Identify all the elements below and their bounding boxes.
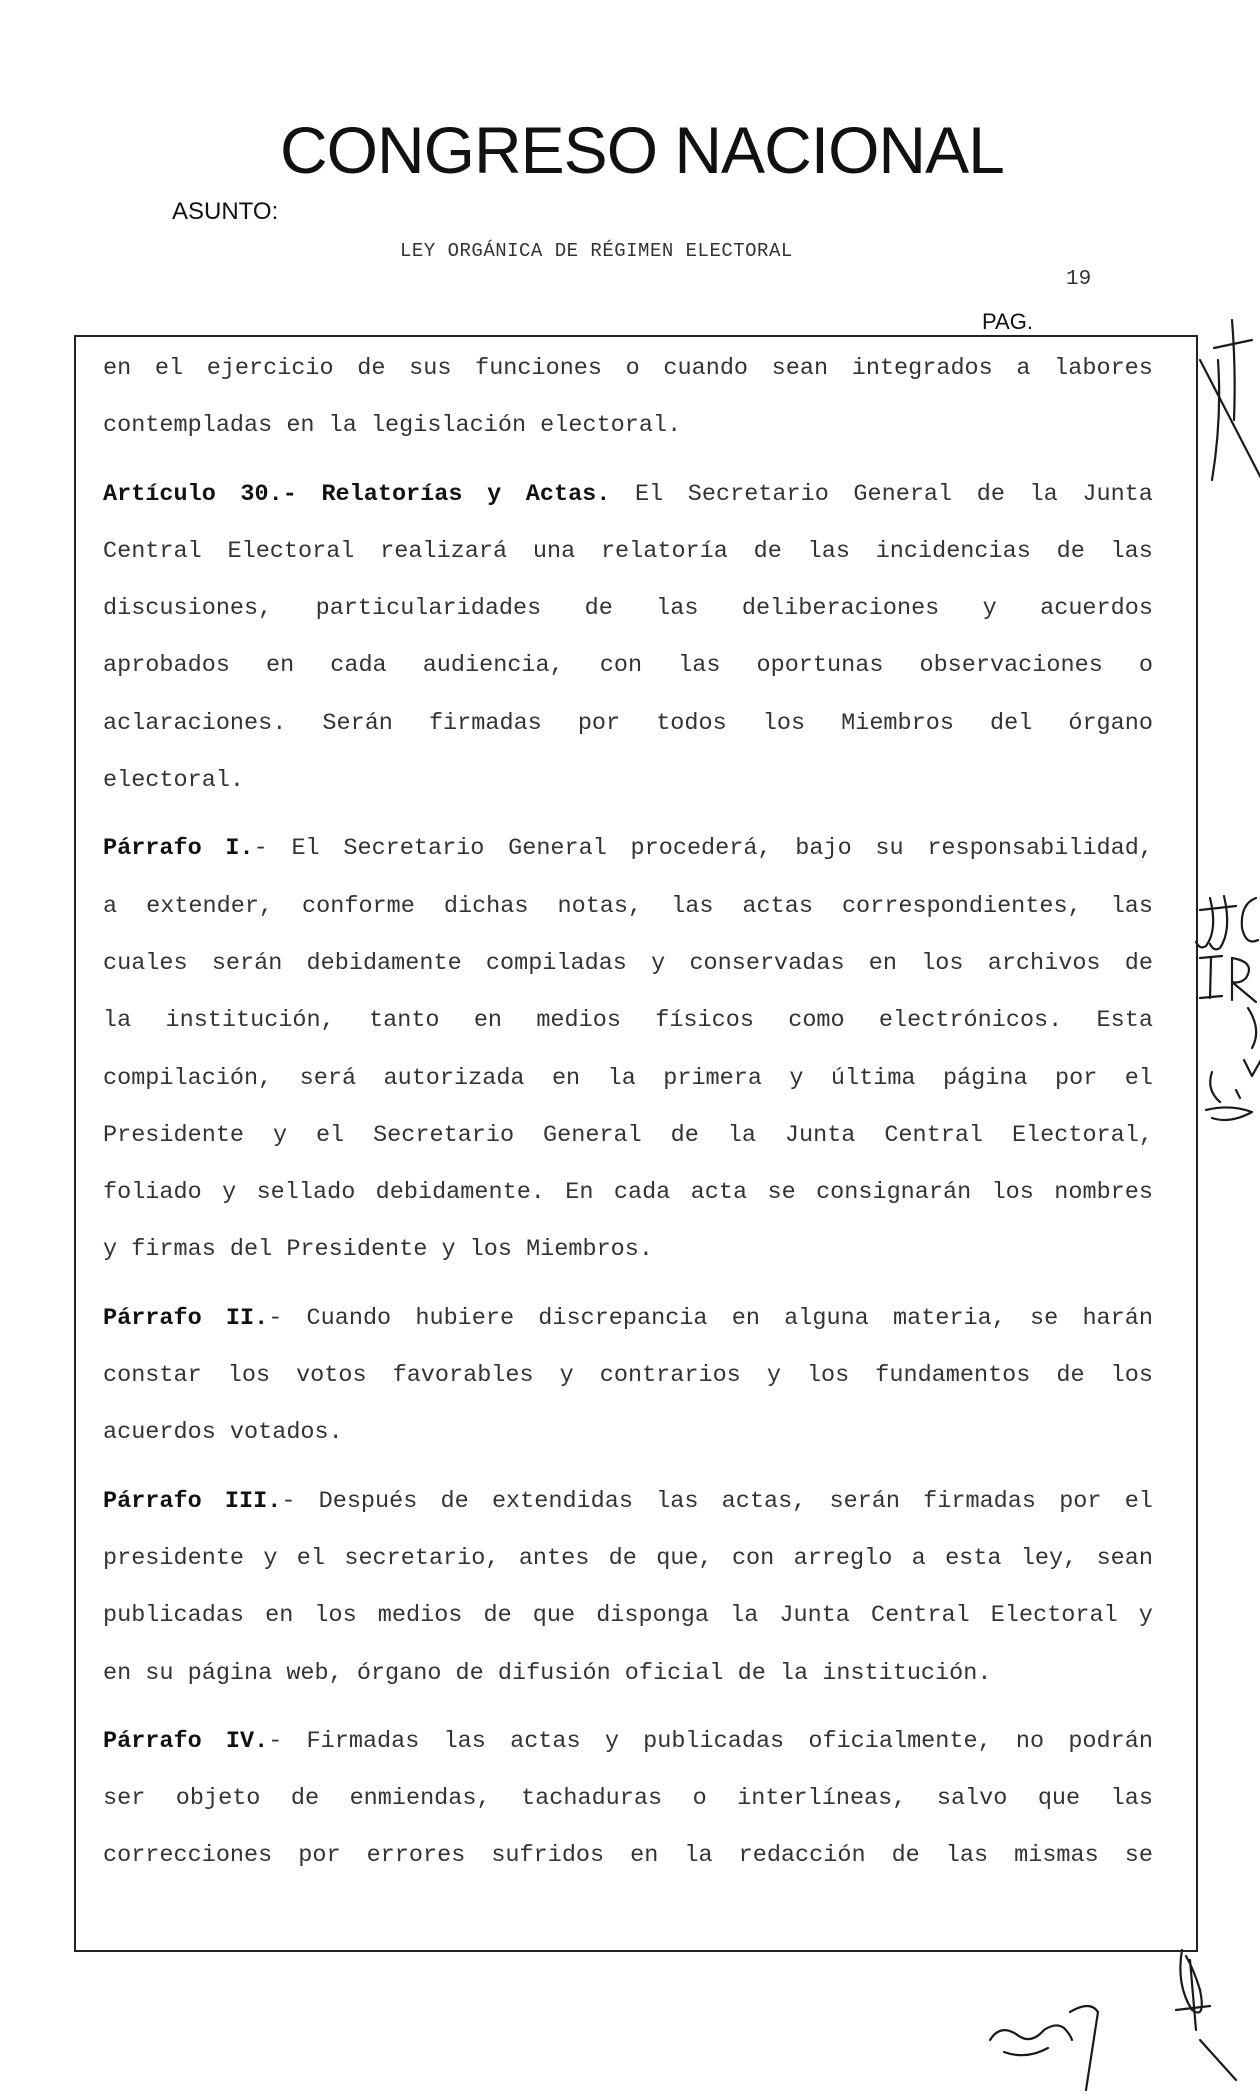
word: con	[599, 652, 643, 680]
word: Párrafo	[103, 1304, 202, 1332]
word: que,	[656, 1544, 713, 1572]
text-line: contempladas en la legislación electoral.	[103, 412, 682, 440]
text-line	[103, 523, 1153, 580]
article-heading-line	[103, 466, 1153, 523]
margin-initials-ir	[1200, 956, 1256, 1002]
word: de	[483, 1602, 512, 1630]
word: deliberaciones	[741, 595, 940, 623]
word: y	[559, 1362, 574, 1390]
word: primera	[663, 1064, 762, 1092]
text-line	[103, 580, 1153, 637]
word: será	[299, 1064, 357, 1092]
word: de	[440, 1487, 469, 1515]
word: Artículo	[103, 480, 216, 508]
bottom-corner-mark	[1176, 1950, 1236, 2080]
word: hubiere	[415, 1304, 515, 1332]
word: tanto	[369, 1007, 440, 1035]
word: y	[487, 480, 502, 508]
word: en	[551, 1064, 581, 1092]
word: alguna	[784, 1304, 869, 1332]
corner-signature-mark	[1200, 320, 1260, 480]
word: y	[982, 595, 997, 623]
word: presidente	[103, 1544, 245, 1572]
word: y	[651, 949, 666, 977]
word: incidencias	[875, 537, 1031, 565]
word: Junta	[779, 1602, 850, 1630]
word: archivos	[987, 949, 1101, 977]
text-line	[103, 878, 1153, 935]
word: interlíneas,	[737, 1785, 907, 1813]
word: y	[272, 1121, 288, 1149]
word: todos	[656, 709, 727, 737]
word: de	[357, 355, 386, 382]
word: discrepancia	[538, 1304, 708, 1332]
word: correspondientes,	[841, 892, 1082, 920]
word: El	[634, 480, 664, 508]
word: de	[891, 1842, 920, 1870]
word: Relatorías	[321, 480, 463, 508]
word: actas	[742, 892, 813, 920]
word: Electoral,	[1011, 1121, 1153, 1149]
word: responsabilidad,	[927, 835, 1153, 863]
word: observaciones	[919, 652, 1103, 680]
word: General	[508, 835, 607, 863]
word: de	[584, 595, 613, 623]
word: Miembros	[841, 709, 954, 737]
text-line: acuerdos votados.	[103, 1419, 343, 1447]
word: compilación,	[103, 1064, 273, 1092]
word: Secretario	[373, 1121, 515, 1149]
word: por	[1059, 1487, 1102, 1515]
word: no	[1015, 1727, 1045, 1755]
word: cada	[330, 652, 387, 680]
word: Serán	[322, 709, 393, 737]
word: las	[443, 1727, 486, 1755]
word: oficialmente,	[808, 1727, 992, 1755]
word: II.-	[225, 1304, 283, 1332]
word: debidamente	[306, 949, 462, 977]
word: por	[298, 1842, 341, 1870]
word: la	[727, 1121, 756, 1149]
word: Central	[103, 537, 202, 565]
word: la	[684, 1842, 713, 1870]
word: debidamente.	[375, 1179, 545, 1207]
word: que	[532, 1602, 576, 1630]
word: El	[291, 835, 320, 863]
word: sean	[771, 355, 829, 382]
word: de	[670, 1121, 699, 1149]
word: sus	[409, 355, 452, 382]
word: bajo	[795, 835, 852, 863]
word: notas,	[557, 892, 643, 920]
word: se	[767, 1179, 796, 1207]
word: conforme	[302, 892, 415, 920]
word: de	[608, 1544, 637, 1572]
text-line	[103, 992, 1153, 1049]
text-line	[103, 637, 1153, 694]
word: a	[103, 892, 118, 920]
word: enmiendas,	[349, 1785, 491, 1813]
word: redacción	[738, 1842, 866, 1870]
word: serán	[829, 1487, 900, 1515]
word: los	[1110, 1362, 1153, 1390]
word: en	[103, 355, 132, 382]
word: como	[788, 1007, 845, 1035]
word: Párrafo	[103, 1487, 202, 1515]
text-line	[103, 935, 1153, 992]
word: electrónicos.	[878, 1007, 1063, 1035]
word: institución,	[165, 1007, 335, 1035]
word: de	[1124, 949, 1153, 977]
word: serán	[211, 949, 283, 977]
word: I.-	[225, 835, 268, 863]
word: ser	[103, 1785, 146, 1813]
word: o	[625, 355, 640, 382]
word: Actas.	[525, 480, 611, 508]
paragraph-heading-line	[103, 820, 1153, 877]
word: realizará	[380, 537, 508, 565]
word: y	[263, 1544, 278, 1572]
word: se	[1124, 1842, 1153, 1870]
word: el	[154, 355, 184, 382]
word: discusiones,	[103, 595, 273, 623]
word: de	[976, 480, 1005, 508]
word: Electoral	[227, 537, 355, 565]
text-line	[103, 1164, 1153, 1221]
word: funciones	[475, 355, 603, 382]
word: la	[607, 1064, 636, 1092]
word: publicadas	[103, 1602, 245, 1630]
word: votos	[296, 1362, 367, 1390]
word: Central	[870, 1602, 970, 1630]
word: III.-	[224, 1487, 296, 1515]
word: particularidades	[315, 595, 542, 623]
word: Presidente	[103, 1121, 245, 1149]
word: el	[1124, 1064, 1153, 1092]
word: correcciones	[103, 1842, 273, 1870]
word: conservadas	[689, 949, 845, 977]
word: tachaduras	[521, 1785, 663, 1813]
text-line	[103, 1770, 1153, 1827]
word: los	[762, 709, 806, 737]
word: las	[807, 537, 850, 565]
word: Secretario	[343, 835, 485, 863]
word: y	[766, 1362, 781, 1390]
document-subject: LEY ORGÁNICA DE RÉGIMEN ELECTORAL	[400, 240, 793, 262]
word: por	[1055, 1064, 1098, 1092]
word: las	[678, 652, 721, 680]
word: y	[1138, 1602, 1153, 1630]
word: sufridos	[491, 1842, 605, 1870]
word: la	[103, 1007, 132, 1035]
word: autorizada	[383, 1064, 525, 1092]
word: los	[227, 1362, 271, 1390]
word: en	[265, 1602, 294, 1630]
text-line: electoral.	[103, 767, 245, 795]
word: cuales	[103, 949, 188, 977]
word: o	[1138, 652, 1153, 680]
word: y	[604, 1727, 619, 1755]
margin-initials-mcv	[1206, 1008, 1260, 1120]
word: las	[1110, 1785, 1153, 1813]
text-line	[103, 1827, 1153, 1884]
word: IV.-	[225, 1727, 283, 1755]
word: de	[1056, 1362, 1085, 1390]
word: antes	[518, 1544, 590, 1572]
word: o	[692, 1785, 707, 1813]
word: relatoría	[600, 537, 728, 565]
text-line: en su página web, órgano de difusión oficial de la institución.	[103, 1659, 992, 1687]
asunto-label: ASUNTO:	[172, 198, 279, 225]
word: Junta	[1082, 480, 1153, 508]
word: el	[1124, 1487, 1153, 1515]
word: publicadas	[643, 1727, 785, 1755]
word: sellado	[256, 1179, 356, 1207]
word: a	[911, 1544, 926, 1572]
word: por	[577, 709, 621, 737]
word: en	[265, 652, 295, 680]
word: favorables	[392, 1362, 534, 1390]
word: fundamentos	[875, 1362, 1031, 1390]
word: firmadas	[428, 709, 542, 737]
word: y	[789, 1064, 804, 1092]
text-line	[103, 1530, 1153, 1587]
word: que	[1037, 1785, 1081, 1813]
word: firmadas	[923, 1487, 1036, 1515]
word: compiladas	[485, 949, 627, 977]
word: los	[806, 1362, 850, 1390]
text-line: y firmas del Presidente y los Miembros.	[103, 1236, 653, 1264]
page-number: 19	[1066, 268, 1092, 291]
word: Párrafo	[103, 1727, 202, 1755]
word: arreglo	[793, 1544, 893, 1572]
text-line	[103, 340, 1153, 397]
word: mismas	[1014, 1842, 1099, 1870]
word: objeto	[175, 1785, 261, 1813]
word: las	[1110, 537, 1153, 565]
word: nombres	[1054, 1179, 1153, 1207]
word: los	[991, 1179, 1034, 1207]
word: disponga	[596, 1602, 710, 1630]
text-line	[103, 695, 1153, 752]
word: del	[989, 709, 1033, 737]
word: podrán	[1068, 1727, 1153, 1755]
word: los	[921, 949, 964, 977]
document-body	[103, 340, 1153, 1885]
margin-initials-jjc	[1196, 896, 1258, 949]
page-title: CONGRESO NACIONAL	[280, 113, 1004, 187]
word: y	[222, 1179, 237, 1207]
word: las	[671, 892, 714, 920]
word: salvo	[936, 1785, 1008, 1813]
word: en	[473, 1007, 503, 1035]
word: las	[1110, 892, 1153, 920]
word: En	[565, 1179, 594, 1207]
word: secretario,	[344, 1544, 500, 1572]
word: físicos	[655, 1007, 754, 1035]
word: medios	[377, 1602, 463, 1630]
word: ley,	[1020, 1544, 1078, 1572]
word: última	[830, 1064, 916, 1092]
word: esta	[945, 1544, 1002, 1572]
word: dichas	[443, 892, 529, 920]
word: la	[1029, 480, 1058, 508]
word: Después	[318, 1487, 418, 1515]
word: labores	[1054, 355, 1153, 382]
text-line	[103, 1347, 1153, 1404]
word: aprobados	[103, 652, 230, 680]
word: Párrafo	[103, 835, 202, 863]
word: General	[853, 480, 953, 508]
word: audiencia,	[422, 652, 564, 680]
word: Central	[884, 1121, 984, 1149]
word: integrados	[851, 355, 993, 382]
word: el	[315, 1121, 345, 1149]
word: General	[543, 1121, 642, 1149]
word: procederá,	[630, 835, 772, 863]
word: actas	[510, 1727, 581, 1755]
word: con	[731, 1544, 775, 1572]
text-line	[103, 1050, 1153, 1107]
word: extender,	[146, 892, 274, 920]
word: cada	[613, 1179, 671, 1207]
word: de	[290, 1785, 320, 1813]
word: los	[314, 1602, 357, 1630]
word: Junta	[784, 1121, 856, 1149]
word: sean	[1096, 1544, 1153, 1572]
word: las	[656, 595, 699, 623]
word: Secretario	[687, 480, 829, 508]
word: 30.-	[240, 480, 297, 508]
word: a	[1016, 355, 1031, 382]
word: el	[296, 1544, 326, 1572]
word: se	[1030, 1304, 1059, 1332]
word: aclaraciones.	[103, 709, 287, 737]
word: su	[875, 835, 904, 863]
bottom-signature-mark	[990, 2006, 1098, 2090]
word: constar	[103, 1362, 202, 1390]
word: Firmadas	[306, 1727, 420, 1755]
word: en	[868, 949, 897, 977]
pag-label: PAG.	[982, 309, 1033, 334]
word: de	[753, 537, 782, 565]
text-line	[103, 1587, 1153, 1644]
paragraph-heading-line	[103, 1713, 1153, 1770]
word: Cuando	[306, 1304, 392, 1332]
word: foliado	[103, 1179, 202, 1207]
word: Esta	[1096, 1007, 1153, 1035]
word: en	[630, 1842, 659, 1870]
text-line	[103, 1107, 1153, 1164]
paragraph-heading-line	[103, 1290, 1153, 1347]
word: la	[730, 1602, 759, 1630]
word: consignarán	[816, 1179, 972, 1207]
word: actas,	[721, 1487, 807, 1515]
word: medios	[536, 1007, 621, 1035]
word: acuerdos	[1040, 595, 1153, 623]
word: oportunas	[756, 652, 884, 680]
word: ejercicio	[206, 355, 334, 382]
word: en	[731, 1304, 760, 1332]
word: órgano	[1068, 709, 1153, 737]
word: errores	[366, 1842, 466, 1870]
word: extendidas	[491, 1487, 633, 1515]
word: una	[532, 537, 576, 565]
word: de	[1056, 537, 1085, 565]
paragraph-heading-line	[103, 1473, 1153, 1530]
word: las	[656, 1487, 699, 1515]
word: acta	[690, 1179, 748, 1207]
word: cuando	[663, 355, 749, 382]
word: Electoral	[990, 1602, 1118, 1630]
word: las	[945, 1842, 989, 1870]
word: página	[942, 1064, 1028, 1092]
word: contrarios	[599, 1362, 741, 1390]
word: harán	[1082, 1304, 1153, 1332]
word: materia,	[892, 1304, 1006, 1332]
